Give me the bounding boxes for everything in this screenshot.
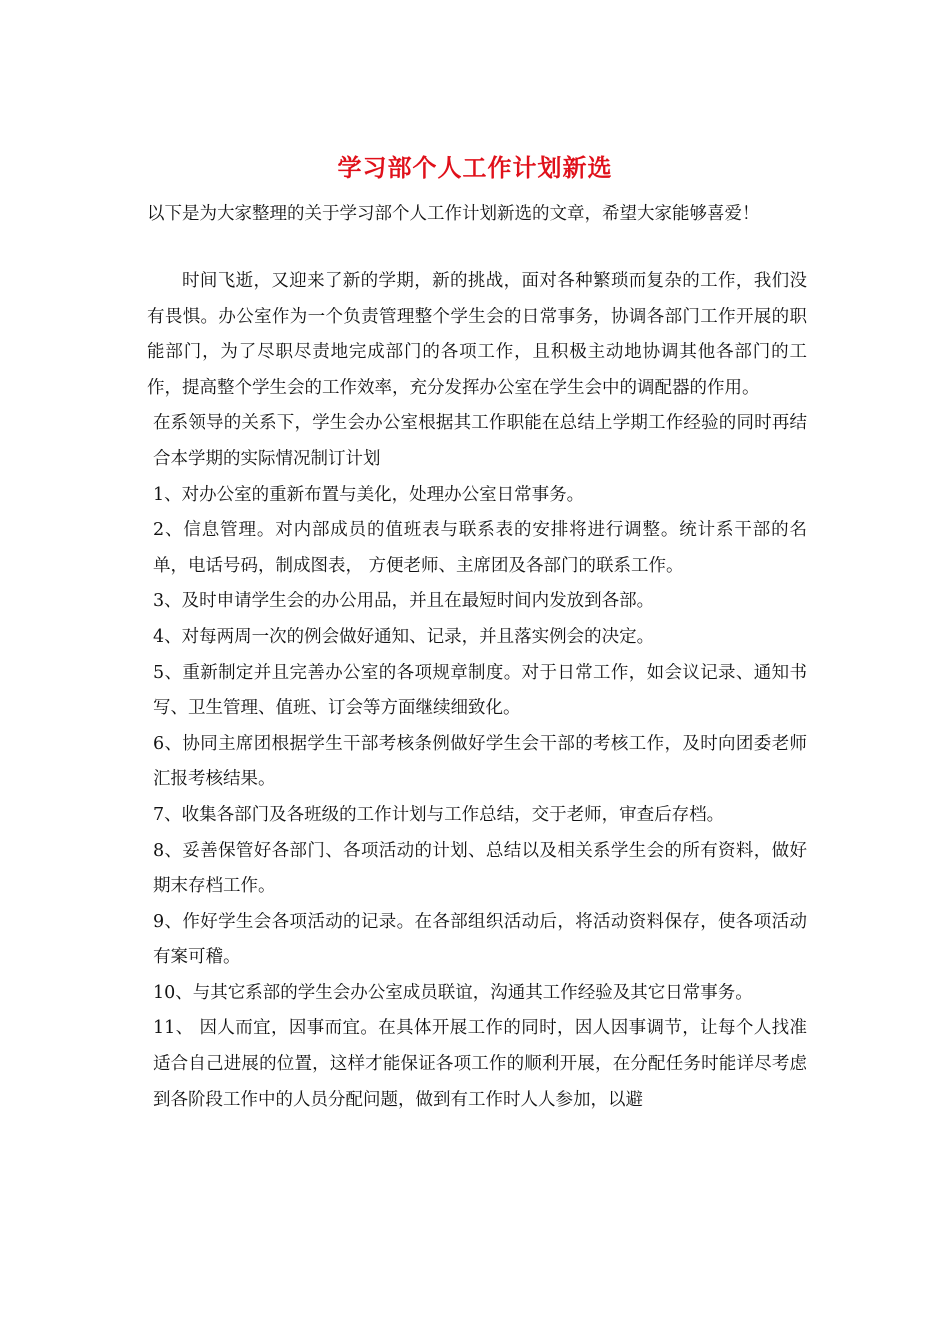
list-item: 9、作好学生会各项活动的记录。在各部组织活动后，将活动资料保存，使各项活动有案可稽。 [153,911,807,968]
paragraph-opening: 时间飞逝，又迎来了新的学期，新的挑战，面对各种繁琐而复杂的工作，我们没有畏惧。办公室作为一个负责管理整个学生会的日常事务，协调各部门工作开展的职能部门，为了尽职尽责地完成部门的各项工作，且积极主动地协调其他各部门的工作，提高整个学生会的工作效率，充分发挥办公室在学生会中的调配器的作用。 [147,271,807,398]
list-item: 2、信息管理。对内部成员的值班表与联系表的安排将进行调整。统计系干部的名单，电话号码，制成图表， 方便老师、主席团及各部门的联系工作。 [153,520,807,576]
document-body [147,264,807,1118]
list-item: 6、协同主席团根据学生干部考核条例做好学生会干部的考核工作，及时向团委老师汇报考核结果。 [153,733,807,790]
list-item: 10、与其它系部的学生会办公室成员联谊，沟通其工作经验及其它日常事务。 [153,982,753,1003]
list-item: 8、妥善保管好各部门、各项活动的计划、总结以及相关系学生会的所有资料，做好期末存档工作。 [153,840,807,897]
paragraph-context: 在系领导的关系下，学生会办公室根据其工作职能在总结上学期工作经验的同时再结合本学期的实际情况制订计划 [153,413,807,469]
list-item: 3、及时申请学生会的办公用品，并且在最短时间内发放到各部。 [153,591,655,612]
list-item: 1、对办公室的重新布置与美化，处理办公室日常事务。 [153,484,585,505]
document-title: 学习部个人工作计划新选 [337,153,613,182]
list-item: 7、收集各部门及各班级的工作计划与工作总结，交于老师，审查后存档。 [153,804,725,825]
list-item: 4、对每两周一次的例会做好通知、记录，并且落实例会的决定。 [153,626,655,647]
list-item: 5、重新制定并且完善办公室的各项规章制度。对于日常工作，如会议记录、通知书写、卫生管理、值班、订会等方面继续细致化。 [153,662,807,719]
list-item: 11、 因人而宜，因事而宜。在具体开展工作的同时，因人因事调节，让每个人找准适合自己进展的位置，这样才能保证各项工作的顺利开展，在分配任务时能详尽考虑到各阶段工作中的人员分配问题，做到有工作时人人参加，以避 [153,1018,807,1110]
intro-line: 以下是为大家整理的关于学习部个人工作计划新选的文章，希望大家能够喜爱！ [147,204,760,224]
